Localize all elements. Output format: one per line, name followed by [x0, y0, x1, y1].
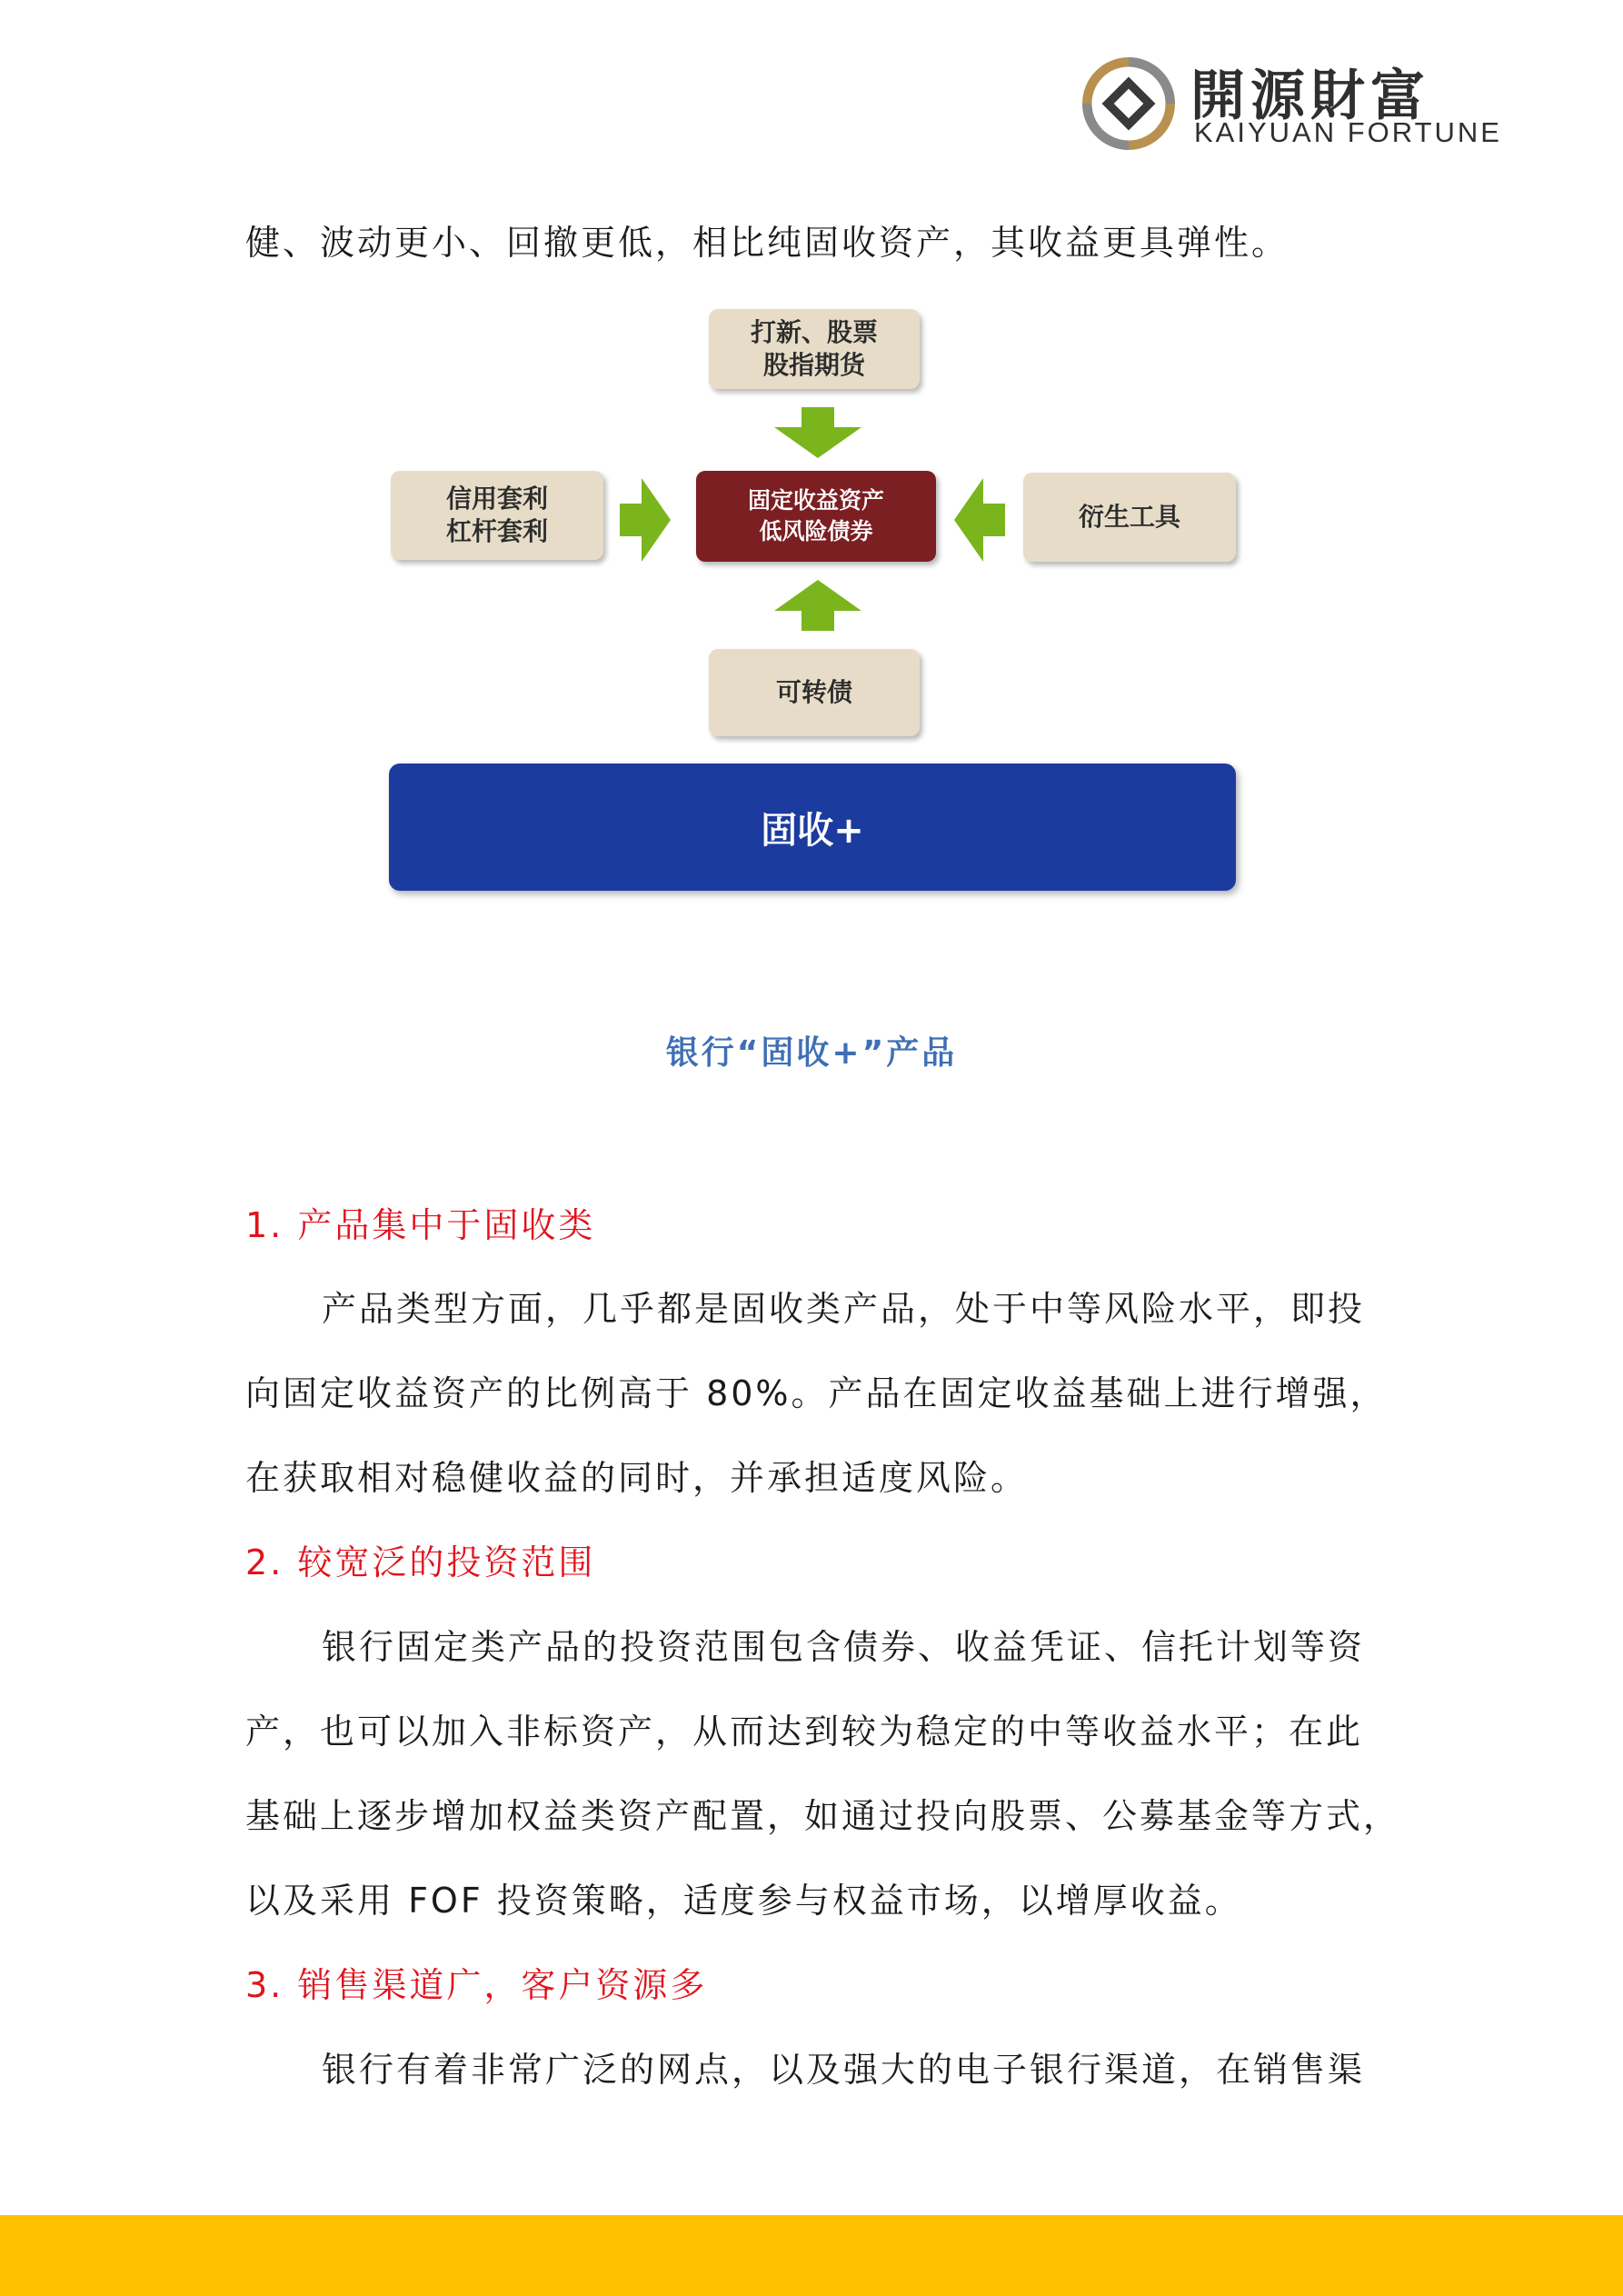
section-1-heading: 1. 产品集中于固收类: [245, 1205, 596, 1245]
box-center-line-1: 固定收益资产: [747, 487, 884, 514]
arrow-right-icon: [620, 478, 671, 562]
kaiyuan-logo: [1081, 56, 1508, 156]
box-top-line-2: 股指期货: [762, 350, 865, 380]
box-left-line-1: 信用套利: [445, 484, 548, 514]
box-top-line-1: 打新、股票: [750, 317, 878, 347]
box-right-label: 衍生工具: [1078, 502, 1180, 532]
section-2-heading: 2. 较宽泛的投资范围: [245, 1542, 596, 1582]
section-2-line-4: 以及采用 FOF 投资策略，适度参与权益市场，以增厚收益。: [245, 1881, 1242, 1921]
box-fixed-income-assets: [696, 471, 936, 562]
box-ipo-stocks-futures: [709, 309, 920, 389]
section-3-line-1: 银行有着非常广泛的网点，以及强大的电子银行渠道，在销售渠: [322, 2050, 1366, 2090]
arrow-left-icon: [954, 478, 1005, 562]
fixed-income-plus-diagram: [382, 300, 1254, 900]
section-2-line-1: 银行固定类产品的投资范围包含债券、收益凭证、信托计划等资: [322, 1627, 1366, 1667]
logo-english-name: KAIYUAN FORTUNE: [1194, 116, 1502, 148]
box-credit-leverage-arbitrage: [391, 471, 603, 560]
intro-line: 健、波动更小、回撤更低，相比纯固收资产，其收益更具弹性。: [245, 223, 1289, 263]
figure-caption: 银行“固收+”产品: [665, 1034, 958, 1072]
box-bottom-label: 可转债: [775, 677, 852, 707]
logo-mark-icon: [1081, 56, 1176, 151]
box-derivatives: [1023, 473, 1236, 562]
logo-chinese-name: 開源財富: [1190, 65, 1430, 128]
box-left-line-2: 杠杆套利: [445, 516, 548, 546]
arrow-up-icon: [774, 580, 861, 631]
arrow-down-icon: [774, 407, 861, 458]
box-center-line-2: 低风险债券: [759, 518, 873, 544]
section-1-line-3: 在获取相对稳健收益的同时，并承担适度风险。: [245, 1458, 1029, 1498]
box-convertible-bonds: [709, 649, 920, 736]
section-2-line-2: 产，也可以加入非标资产，从而达到较为稳定的中等收益水平；在此: [245, 1712, 1364, 1752]
section-2-line-3: 基础上逐步增加权益类资产配置，如通过投向股票、公募基金等方式，: [245, 1796, 1401, 1836]
section-1-line-2: 向固定收益资产的比例高于 80%。产品在固定收益基础上进行增强，: [245, 1373, 1388, 1413]
footer-bar: [0, 2215, 1623, 2296]
section-1-line-1: 产品类型方面，几乎都是固收类产品，处于中等风险水平，即投: [322, 1289, 1366, 1329]
fixed-income-plus-bar: 固收+: [389, 764, 1236, 891]
section-3-heading: 3. 销售渠道广，客户资源多: [245, 1965, 708, 2005]
